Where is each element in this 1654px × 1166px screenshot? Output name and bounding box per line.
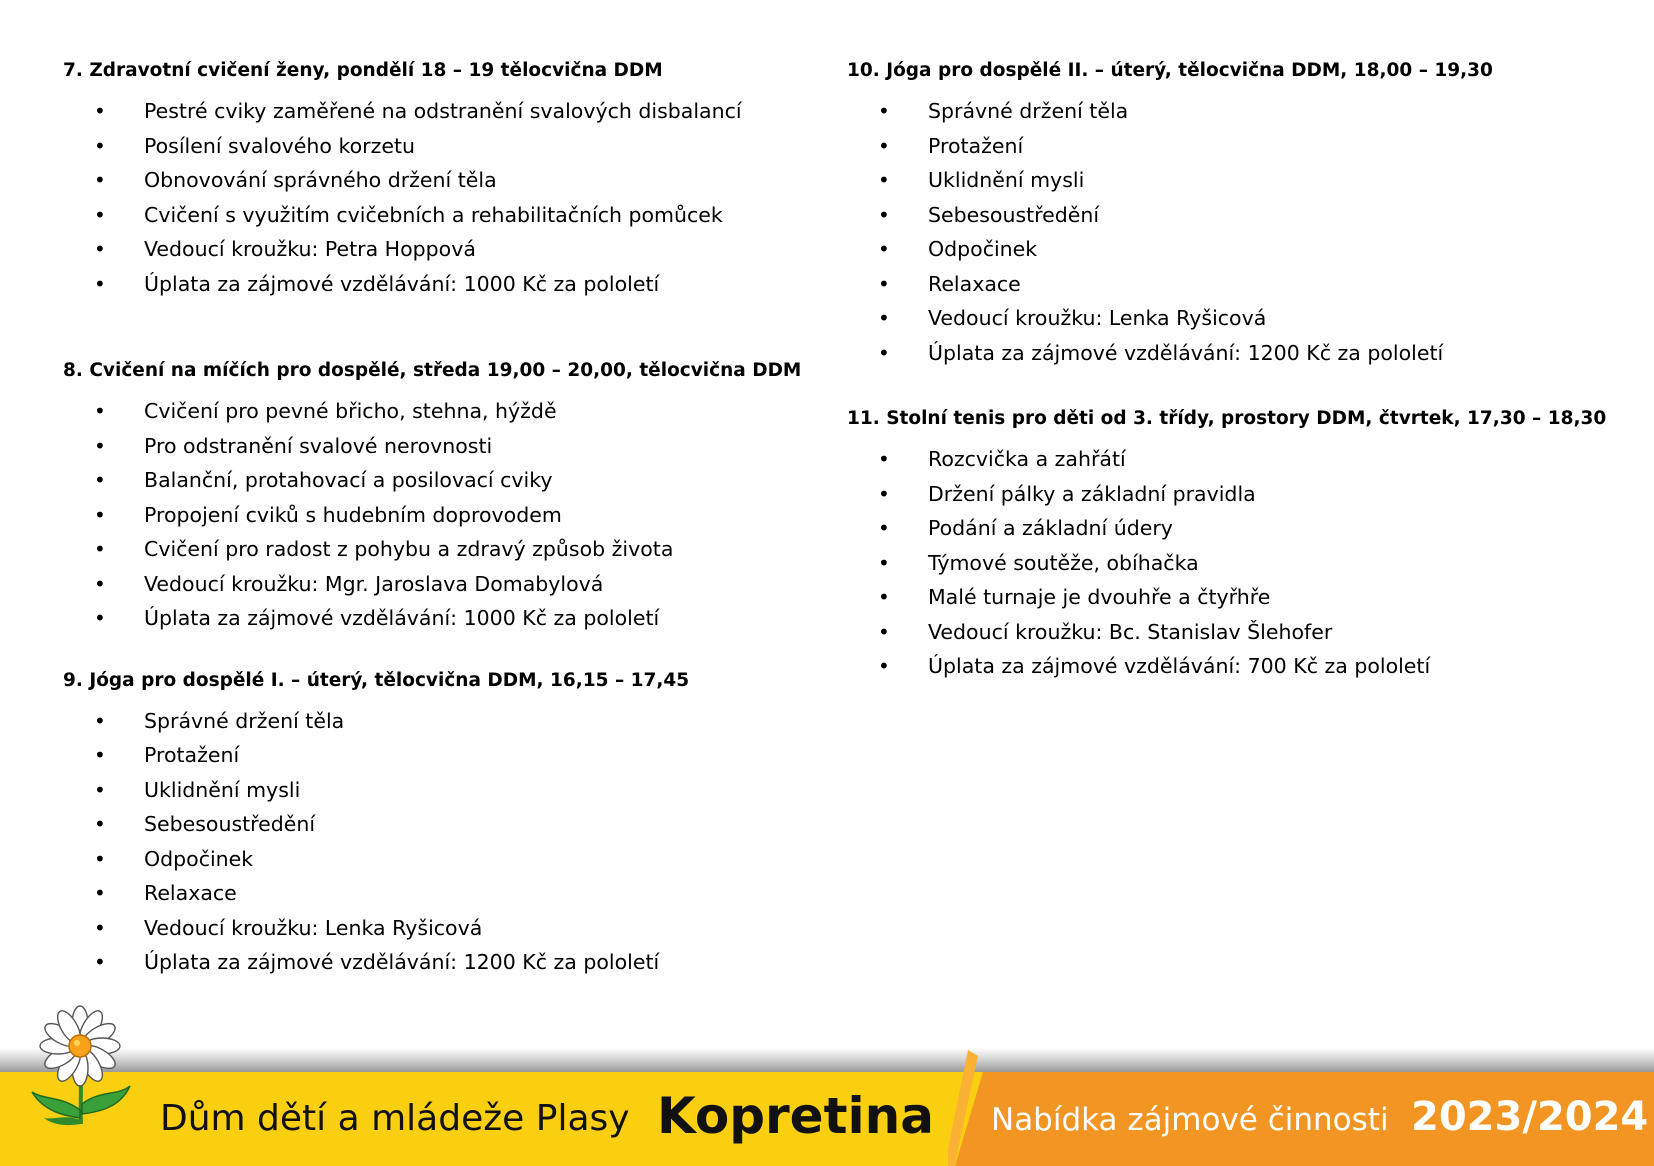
section-title: 10. Jóga pro dospělé II. – úterý, tělocvična DDM, 18,00 – 19,30 <box>847 60 1493 81</box>
list-item: • Vedoucí kroužku: Bc. Stanislav Šlehofer <box>847 615 1637 650</box>
list-item: • Sebesoustředění <box>847 198 1637 233</box>
right-column <box>847 54 1637 684</box>
list-item: • Sebesoustředění <box>63 807 783 842</box>
list-item: • Držení pálky a základní pravidla <box>847 477 1637 512</box>
list-item: • Malé turnaje je dvouhře a čtyřhře <box>847 580 1637 615</box>
list-item: • Úplata za zájmové vzdělávání: 1000 Kč za pololetí <box>63 601 783 636</box>
brand-name: Kopretina <box>657 1087 934 1145</box>
list-item: • Úplata za zájmové vzdělávání: 1200 Kč za pololetí <box>847 336 1637 371</box>
item-list <box>63 394 783 636</box>
list-item: • Balanční, protahovací a posilovací cviky <box>63 463 783 498</box>
left-column <box>63 54 802 980</box>
list-item: • Vedoucí kroužku: Petra Hoppová <box>63 232 783 267</box>
list-item: • Správné držení těla <box>63 704 783 739</box>
list-item: • Relaxace <box>63 876 783 911</box>
list-item: • Propojení cviků s hudebním doprovodem <box>63 498 783 533</box>
list-item: • Týmové soutěže, obíhačka <box>847 546 1637 581</box>
list-item: • Uklidnění mysli <box>63 773 783 808</box>
daisy-flower-icon <box>14 1000 144 1130</box>
list-item: • Úplata za zájmové vzdělávání: 1000 Kč za pololetí <box>63 267 783 302</box>
item-list <box>847 442 1637 684</box>
section-10 <box>847 54 1637 370</box>
item-list <box>63 704 783 980</box>
section-title: 8. Cvičení na míčích pro dospělé, středa 19,00 – 20,00, tělocvična DDM <box>63 360 802 381</box>
list-item: • Pro odstranění svalové nerovnosti <box>63 429 783 464</box>
list-item: • Úplata za zájmové vzdělávání: 700 Kč za pololetí <box>847 649 1637 684</box>
section-9 <box>63 664 783 980</box>
list-item: • Protažení <box>63 738 783 773</box>
list-item: • Protažení <box>847 129 1637 164</box>
item-list <box>63 94 783 301</box>
organization-name: Dům dětí a mládeže Plasy <box>160 1098 630 1139</box>
list-item: • Cvičení s využitím cvičebních a rehabilitačních pomůcek <box>63 198 783 233</box>
list-item: • Odpočinek <box>63 842 783 877</box>
school-year: 2023/2024 <box>1411 1094 1649 1140</box>
list-item: • Vedoucí kroužku: Lenka Ryšicová <box>63 911 783 946</box>
item-list <box>847 94 1637 370</box>
list-item: • Podání a základní údery <box>847 511 1637 546</box>
list-item: • Vedoucí kroužku: Mgr. Jaroslava Domabylová <box>63 567 783 602</box>
footer-diagonal-stripe <box>948 1050 978 1166</box>
list-item: • Pestré cviky zaměřené na odstranění svalových disbalancí <box>63 94 783 129</box>
offer-label: Nabídka zájmové činnosti <box>991 1102 1389 1138</box>
section-title: 11. Stolní tenis pro děti od 3. třídy, prostory DDM, čtvrtek, 17,30 – 18,30 <box>847 408 1607 429</box>
list-item: • Posílení svalového korzetu <box>63 129 783 164</box>
list-item: • Cvičení pro radost z pohybu a zdravý způsob života <box>63 532 783 567</box>
section-8 <box>63 354 802 636</box>
list-item: • Úplata za zájmové vzdělávání: 1200 Kč za pololetí <box>63 945 783 980</box>
list-item: • Správné držení těla <box>847 94 1637 129</box>
list-item: • Rozcvička a zahřátí <box>847 442 1637 477</box>
list-item: • Obnovování správného držení těla <box>63 163 783 198</box>
list-item: • Odpočinek <box>847 232 1637 267</box>
section-11 <box>847 402 1637 684</box>
footer-shadow <box>0 1048 1654 1072</box>
list-item: • Relaxace <box>847 267 1637 302</box>
list-item: • Cvičení pro pevné břicho, stehna, hýždě <box>63 394 783 429</box>
list-item: • Uklidnění mysli <box>847 163 1637 198</box>
section-title: 7. Zdravotní cvičení ženy, pondělí 18 – 19 tělocvična DDM <box>63 60 663 81</box>
section-7 <box>63 54 783 301</box>
section-title: 9. Jóga pro dospělé I. – úterý, tělocvična DDM, 16,15 – 17,45 <box>63 669 690 691</box>
list-item: • Vedoucí kroužku: Lenka Ryšicová <box>847 301 1637 336</box>
